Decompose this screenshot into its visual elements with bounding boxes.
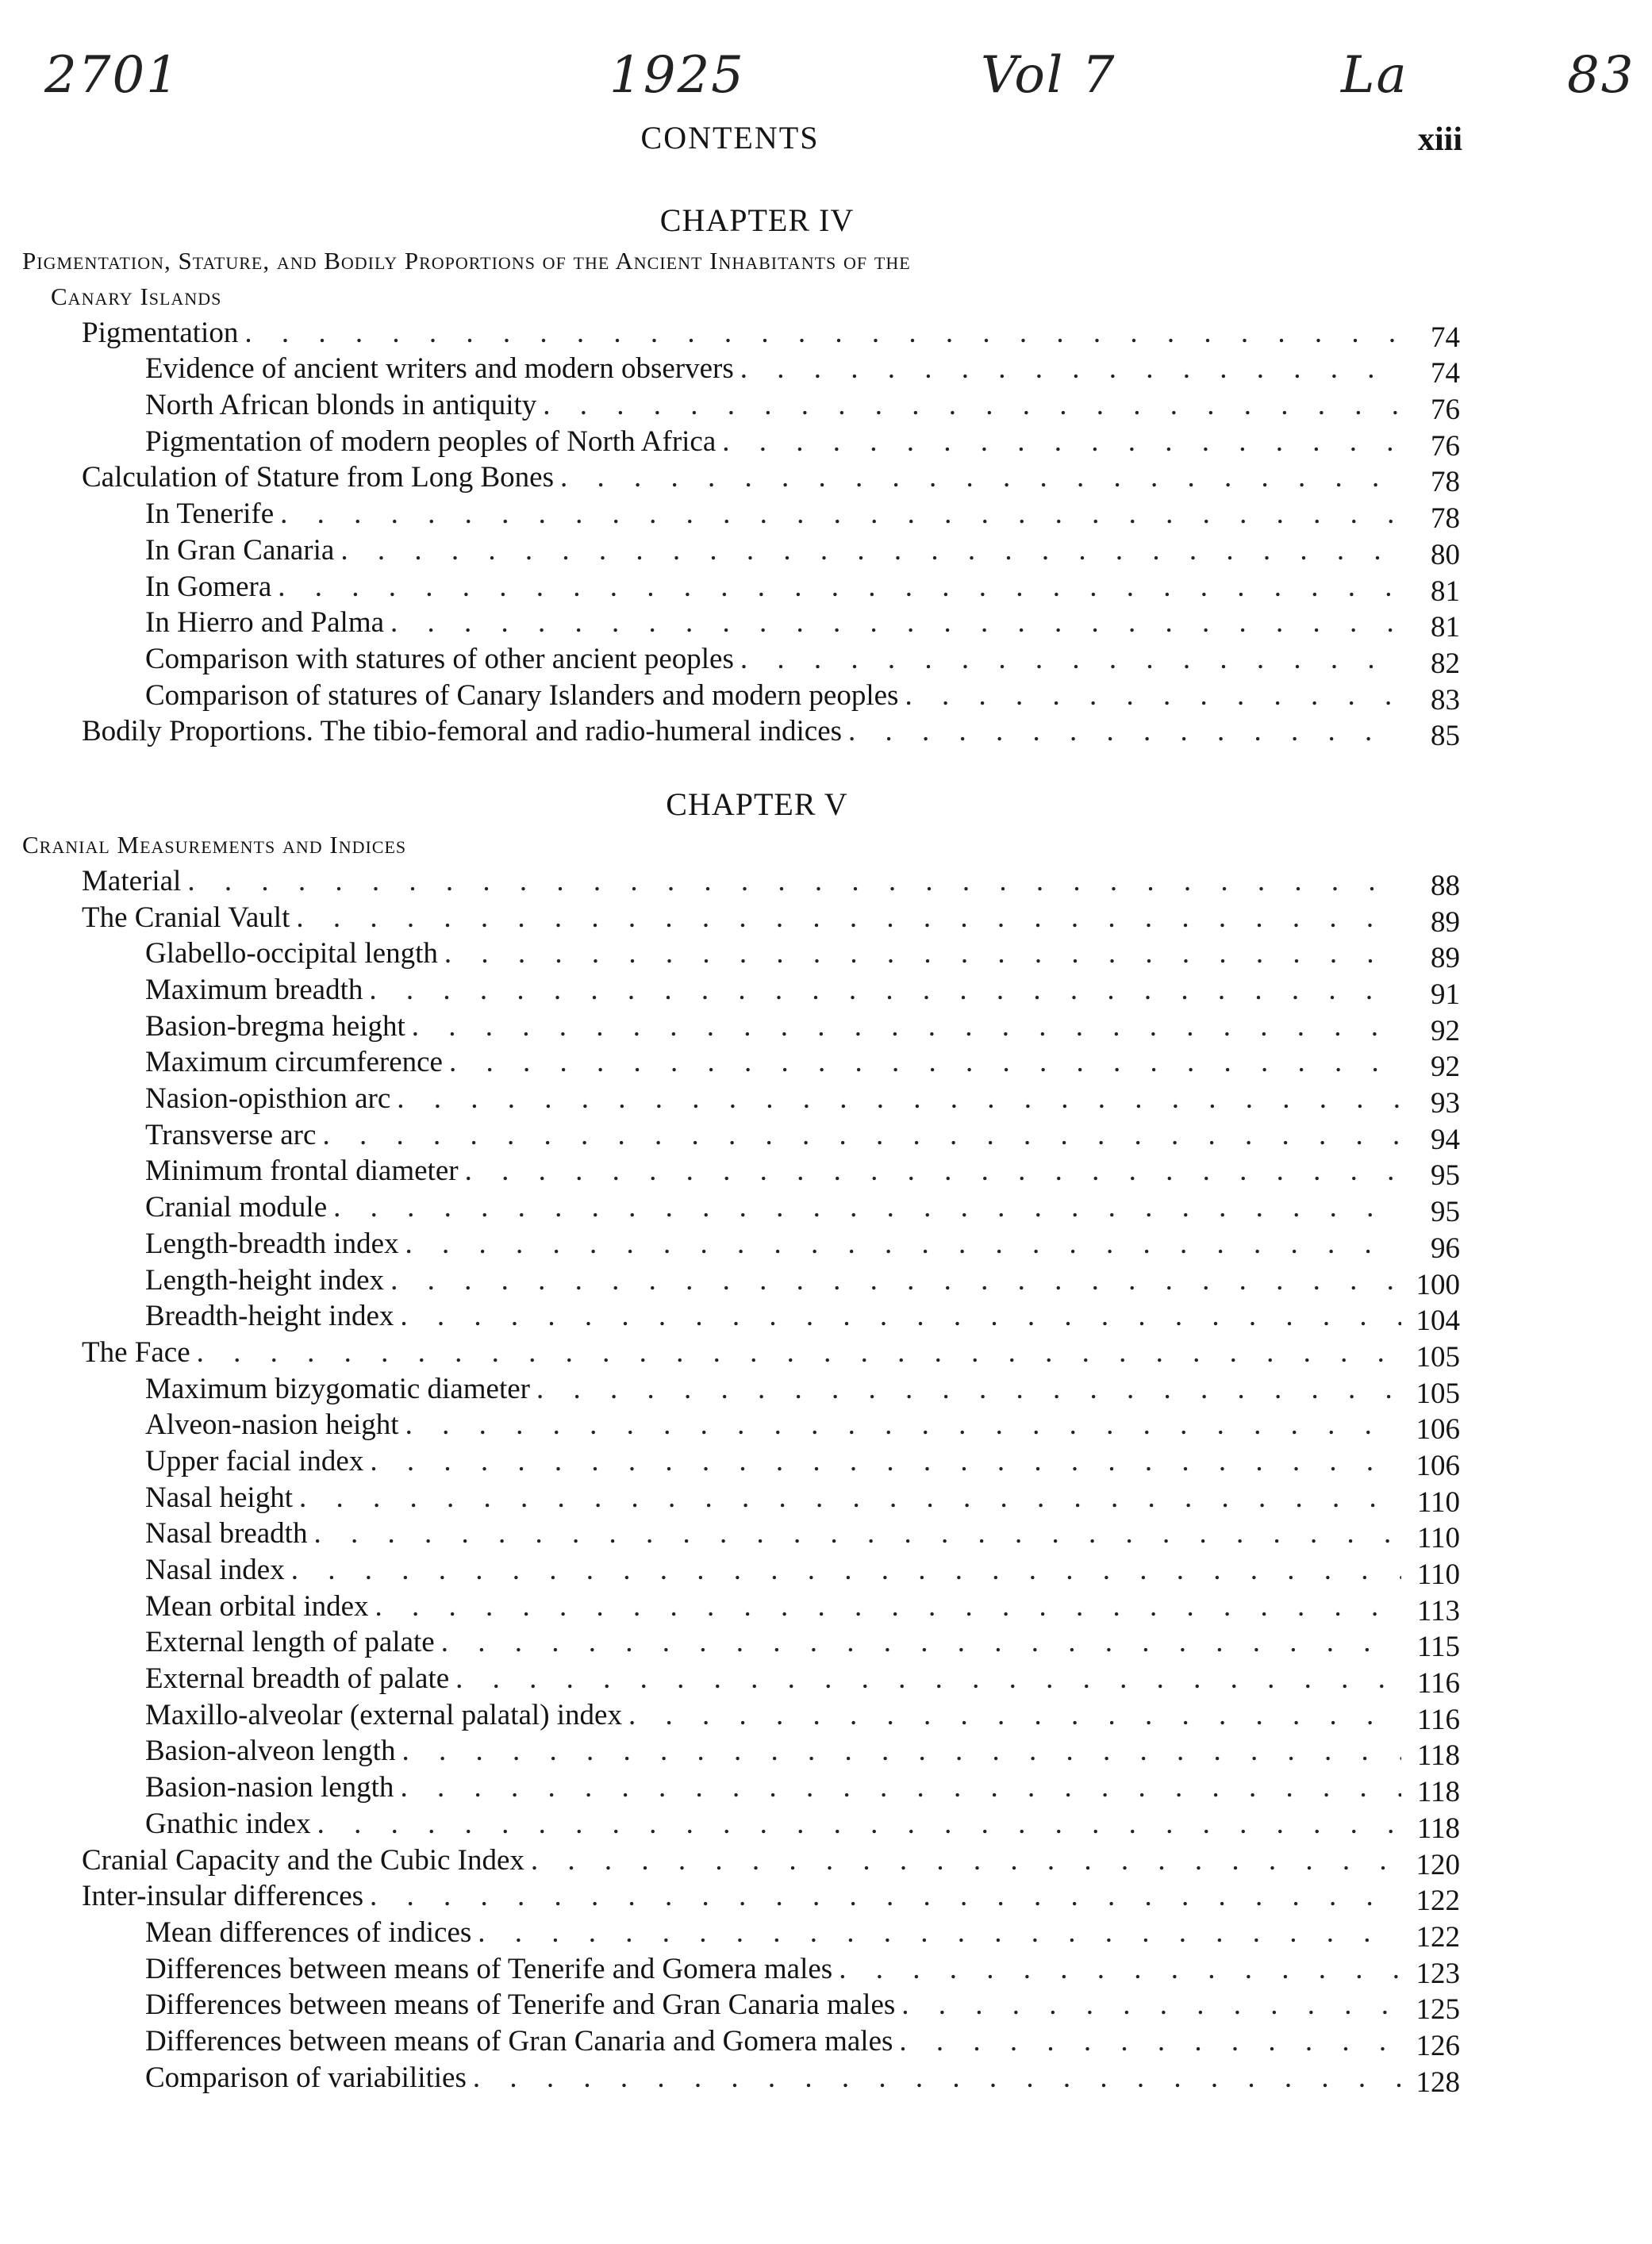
toc-entry-label: Differences between means of Tenerife and Gomera males (145, 1952, 833, 1985)
dot-leader (412, 1009, 1401, 1044)
toc-entry-page: 120 (1416, 1848, 1460, 1881)
toc-entry-page: 76 (1431, 429, 1460, 463)
toc-entry-page: 118 (1416, 1812, 1460, 1845)
toc-entry (22, 1516, 1460, 1555)
dot-leader (441, 1625, 1401, 1660)
toc-entry-label: Differences between means of Gran Canaria and Gomera males (145, 2024, 893, 2058)
toc-entry (22, 2059, 1460, 2099)
toc-entry (22, 971, 1460, 1011)
toc-entry-label: Pigmentation of modern peoples of North Africa (145, 425, 717, 458)
toc-entry (22, 1370, 1460, 1410)
toc-entry-label: Cranial Capacity and the Cubic Index (82, 1843, 524, 1877)
dot-leader (905, 678, 1401, 713)
toc-entry-label: Comparison with statures of other ancient peoples (145, 642, 734, 675)
toc-entry-label: Nasal height (145, 1481, 293, 1514)
toc-entry-label: Nasion-opisthion arc (145, 1082, 391, 1116)
toc-entry-label: In Hierro and Palma (145, 606, 385, 640)
toc-entry-page: 128 (1416, 2065, 1460, 2099)
section-title (22, 827, 1460, 863)
toc-entry-page: 80 (1431, 538, 1460, 571)
toc-entry-page: 76 (1431, 394, 1460, 427)
toc-entry-page: 106 (1416, 1413, 1460, 1447)
toc-entry (22, 1805, 1460, 1845)
toc-entry-label: Basion-bregma height (145, 1009, 405, 1043)
toc-entry-label: Basion-alveon length (145, 1735, 396, 1768)
dot-leader (444, 936, 1401, 971)
toc-entry (22, 1008, 1460, 1047)
toc-entry-page: 82 (1431, 647, 1460, 680)
dot-leader (455, 1662, 1401, 1696)
toc-entry-label: North African blonds in antiquity (145, 389, 537, 422)
dot-leader (370, 1879, 1401, 1914)
toc-entry-page: 118 (1416, 1776, 1460, 1809)
toc-entry-label: Length-height index (145, 1263, 385, 1297)
toc-entry-page: 88 (1431, 869, 1460, 902)
dot-leader (390, 605, 1401, 640)
toc-entry-page: 110 (1416, 1558, 1460, 1591)
dot-leader (848, 714, 1401, 749)
dot-leader (405, 1227, 1401, 1262)
toc-entry-label: Pigmentation (82, 316, 239, 349)
toc-entry (22, 713, 1460, 753)
toc-entry-label: Maximum circumference (145, 1046, 443, 1079)
toc-entry-label: Maximum breadth (145, 974, 363, 1006)
dot-leader (531, 1843, 1401, 1878)
dot-leader (369, 973, 1401, 1008)
toc-entry-page: 100 (1416, 1268, 1460, 1301)
section-title-line: Pigmentation, Stature, and Bodily Proportions of the Ancient Inhabitants of the (22, 247, 911, 275)
dot-leader (628, 1698, 1401, 1733)
toc-entry (22, 532, 1460, 571)
dot-leader (390, 1263, 1401, 1298)
running-title: CONTENTS (640, 120, 820, 156)
handwritten-note-catalog-number: 2701 (44, 46, 180, 105)
toc-entry-label: Mean differences of indices (145, 1915, 472, 1949)
handwritten-note-year: 1925 (609, 46, 745, 105)
dot-leader (405, 1408, 1401, 1443)
toc-entry (22, 640, 1460, 680)
dot-leader (478, 1915, 1401, 1950)
toc-entry (22, 1878, 1460, 1918)
dot-leader (839, 1952, 1401, 1987)
toc-entry-label: External breadth of palate (145, 1662, 450, 1696)
toc-entry (22, 1189, 1460, 1229)
dot-leader (740, 642, 1401, 677)
toc-entry (22, 936, 1460, 975)
dot-leader (899, 2024, 1401, 2059)
toc-entry-page: 94 (1431, 1123, 1460, 1156)
toc-entry (22, 386, 1460, 427)
toc-entry-label: In Tenerife (145, 498, 275, 531)
toc-entry-label: Upper facial index (145, 1444, 364, 1477)
toc-entry-label: The Face (82, 1335, 190, 1369)
toc-entry-page: 89 (1431, 905, 1460, 939)
toc-entry (22, 314, 1460, 354)
dot-leader (722, 425, 1401, 459)
toc-entry (22, 1080, 1460, 1120)
toc-entry-label: Gnathic index (145, 1807, 311, 1840)
toc-entry-page: 78 (1431, 502, 1460, 536)
toc-entry-page: 110 (1416, 1485, 1460, 1519)
toc-entry-label: Basion-nasion length (145, 1771, 394, 1804)
toc-entry-page: 74 (1431, 321, 1460, 354)
toc-entry-label: In Gomera (145, 570, 272, 603)
toc-entry-page: 113 (1416, 1594, 1460, 1627)
toc-entry-page: 95 (1431, 1159, 1460, 1193)
section-title-line: Cranial Measurements and Indices (22, 831, 407, 859)
toc-entry (22, 1769, 1460, 1809)
toc-entry-page: 110 (1416, 1522, 1460, 1555)
dot-leader (375, 1589, 1401, 1624)
toc-entry-page: 116 (1416, 1667, 1460, 1700)
toc-entry-label: Maximum bizygomatic diameter (145, 1372, 530, 1405)
toc-entry-label: Length-breadth index (145, 1227, 399, 1260)
toc-entry-label: Alveon-nasion height (145, 1408, 399, 1442)
dot-leader (397, 1082, 1401, 1116)
toc-entry-label: Transverse arc (145, 1118, 317, 1151)
toc-entry (22, 1116, 1460, 1156)
dot-leader (400, 1299, 1401, 1334)
handwritten-note-number: 83 (1567, 46, 1635, 105)
toc-entry (22, 568, 1460, 608)
toc-entry-page: 126 (1416, 2029, 1460, 2062)
dot-leader (400, 1770, 1401, 1805)
toc-entry-page: 74 (1431, 357, 1460, 390)
toc-entry-label: External length of palate (145, 1626, 435, 1659)
toc-entry (22, 863, 1460, 902)
toc-entry (22, 1044, 1460, 1084)
dot-leader (291, 1553, 1401, 1588)
toc-entry (22, 1842, 1460, 1881)
dot-leader (560, 460, 1401, 495)
toc-entry-page: 105 (1416, 1340, 1460, 1374)
section-title (22, 243, 1460, 314)
dot-leader (296, 901, 1401, 936)
toc-entry-page: 115 (1416, 1631, 1460, 1664)
toc-entry (22, 1551, 1460, 1591)
toc-entry (22, 495, 1460, 536)
toc-entry-page: 81 (1431, 574, 1460, 608)
toc-entry (22, 1987, 1460, 2027)
toc-entry (22, 1733, 1460, 1773)
toc-entry-page: 89 (1431, 942, 1460, 975)
toc-entry (22, 1262, 1460, 1301)
toc-entry-label: Calculation of Stature from Long Bones (82, 461, 554, 494)
dot-leader (449, 1045, 1401, 1080)
dot-leader (278, 570, 1401, 605)
toc-entry (22, 1950, 1460, 1990)
toc-entry-page: 122 (1416, 1885, 1460, 1918)
chapter-heading: CHAPTER V (666, 786, 848, 823)
toc-entry-label: Comparison of variabilities (145, 2061, 467, 2094)
toc-entry-label: Comparison of statures of Canary Islanders and modern peoples (145, 678, 899, 712)
toc-entry-label: Nasal breadth (145, 1517, 308, 1550)
toc-entry (22, 1298, 1460, 1338)
toc-entry-page: 118 (1416, 1739, 1460, 1773)
dot-leader (401, 1734, 1401, 1769)
toc-entry-label: Inter-insular differences (82, 1880, 364, 1913)
dot-leader (901, 1988, 1401, 2023)
toc-entry-page: 83 (1431, 683, 1460, 717)
toc-entry-label: Glabello-occipital length (145, 937, 438, 970)
toc-entry-label: Minimum frontal diameter (145, 1155, 459, 1188)
toc-entry-page: 104 (1416, 1305, 1460, 1338)
chapter-heading: CHAPTER IV (659, 202, 855, 238)
toc-entry-page: 122 (1416, 1920, 1460, 1954)
toc-entry-page: 105 (1416, 1377, 1460, 1410)
dot-leader (370, 1444, 1401, 1479)
dot-leader (465, 1154, 1401, 1189)
toc-entry-label: Material (82, 864, 182, 897)
toc-entry-label: Maxillo-alveolar (external palatal) index (145, 1698, 622, 1731)
toc-entry-label: Evidence of ancient writers and modern observers (145, 352, 734, 386)
toc-entry-page: 125 (1416, 1993, 1460, 2027)
toc-entry (22, 2023, 1460, 2062)
toc-entry-page: 106 (1416, 1449, 1460, 1482)
toc-entry (22, 1479, 1460, 1519)
toc-entry (22, 1407, 1460, 1447)
toc-entry (22, 1914, 1460, 1954)
toc-entry (22, 1660, 1460, 1700)
toc-entry (22, 1588, 1460, 1627)
dot-leader (333, 1190, 1401, 1225)
dot-leader (322, 1118, 1401, 1153)
handwritten-note-language: La (1341, 46, 1408, 105)
toc-entry-label: The Cranial Vault (82, 901, 290, 934)
dot-leader (280, 497, 1401, 532)
toc-entry-page: 85 (1431, 720, 1460, 753)
toc-entry (22, 351, 1460, 390)
toc-entry (22, 1334, 1460, 1374)
dot-leader (244, 316, 1401, 351)
dot-leader (299, 1481, 1401, 1516)
toc-entry-label: Cranial module (145, 1191, 328, 1224)
toc-entry (22, 1696, 1460, 1736)
dot-leader (536, 1372, 1401, 1407)
toc-entry-page: 116 (1416, 1703, 1460, 1736)
section-title-line: Canary Islands (51, 282, 222, 310)
toc-entry-page: 78 (1431, 466, 1460, 499)
page-number: xiii (1417, 121, 1462, 158)
toc-entry-page: 91 (1431, 978, 1460, 1011)
toc-entry (22, 1153, 1460, 1193)
dot-leader (187, 864, 1401, 899)
table-of-contents (22, 198, 1460, 2099)
dot-leader (317, 1807, 1401, 1842)
toc-entry-page: 92 (1431, 1051, 1460, 1084)
toc-entry-label: Breadth-height index (145, 1300, 394, 1333)
toc-entry-label: Bodily Proportions. The tibio-femoral and radio-humeral indices (82, 715, 843, 748)
toc-entry (22, 677, 1460, 717)
toc-entry (22, 605, 1460, 644)
toc-entry (22, 899, 1460, 939)
toc-entry-page: 92 (1431, 1014, 1460, 1047)
toc-entry-label: Mean orbital index (145, 1589, 369, 1623)
toc-entry-label: Nasal index (145, 1554, 285, 1586)
toc-entry-label: Differences between means of Tenerife and Gran Canaria males (145, 1988, 896, 2022)
toc-entry (22, 1624, 1460, 1664)
dot-leader (340, 533, 1401, 568)
handwritten-note-volume: Vol 7 (981, 46, 1116, 105)
dot-leader (197, 1335, 1401, 1370)
toc-entry-page: 96 (1431, 1232, 1460, 1265)
toc-entry-label: In Gran Canaria (145, 533, 335, 567)
dot-leader (740, 352, 1401, 386)
toc-entry-page: 123 (1416, 1957, 1460, 1990)
dot-leader (473, 2061, 1401, 2096)
toc-entry-page: 95 (1431, 1196, 1460, 1229)
dot-leader (543, 388, 1401, 423)
toc-entry (22, 459, 1460, 499)
dot-leader (313, 1516, 1401, 1551)
toc-entry-page: 81 (1431, 611, 1460, 644)
toc-entry (22, 1225, 1460, 1265)
toc-entry (22, 423, 1460, 463)
toc-entry-page: 93 (1431, 1087, 1460, 1120)
toc-entry (22, 1443, 1460, 1482)
